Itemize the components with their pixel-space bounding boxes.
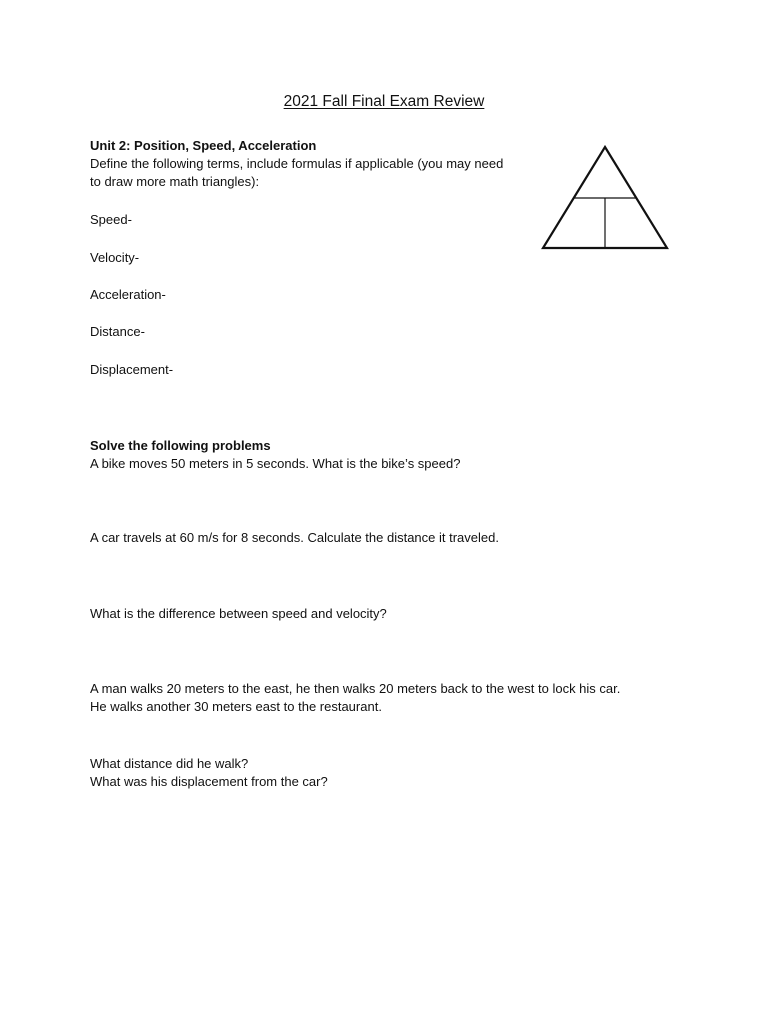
problem-man-walk-line-1: A man walks 20 meters to the east, he then walks 20 meters back to the west to lock his car. bbox=[90, 681, 621, 696]
question-displacement: What was his displacement from the car? bbox=[90, 774, 328, 789]
instructions-line-2: to draw more math triangles): bbox=[90, 174, 260, 189]
instructions-line-1: Define the following terms, include formulas if applicable (you may need bbox=[90, 156, 504, 171]
term-speed: Speed- bbox=[90, 212, 132, 227]
term-velocity: Velocity- bbox=[90, 250, 140, 265]
term-acceleration: Acceleration- bbox=[90, 287, 166, 302]
unit-heading: Unit 2: Position, Speed, Acceleration bbox=[90, 138, 317, 153]
page-title: 2021 Fall Final Exam Review bbox=[283, 93, 485, 110]
question-distance: What distance did he walk? bbox=[90, 756, 249, 771]
term-distance: Distance- bbox=[90, 324, 145, 339]
problem-speed-vs-velocity: What is the difference between speed and velocity? bbox=[90, 606, 387, 621]
problem-man-walk-line-2: He walks another 30 meters east to the restaurant. bbox=[90, 699, 382, 714]
problems-heading: Solve the following problems bbox=[90, 438, 271, 453]
formula-triangle-icon bbox=[540, 145, 670, 251]
problem-bike-speed: A bike moves 50 meters in 5 seconds. What is the bike’s speed? bbox=[90, 456, 461, 471]
problem-car-distance: A car travels at 60 m/s for 8 seconds. Calculate the distance it traveled. bbox=[90, 530, 499, 545]
term-displacement: Displacement- bbox=[90, 362, 174, 377]
